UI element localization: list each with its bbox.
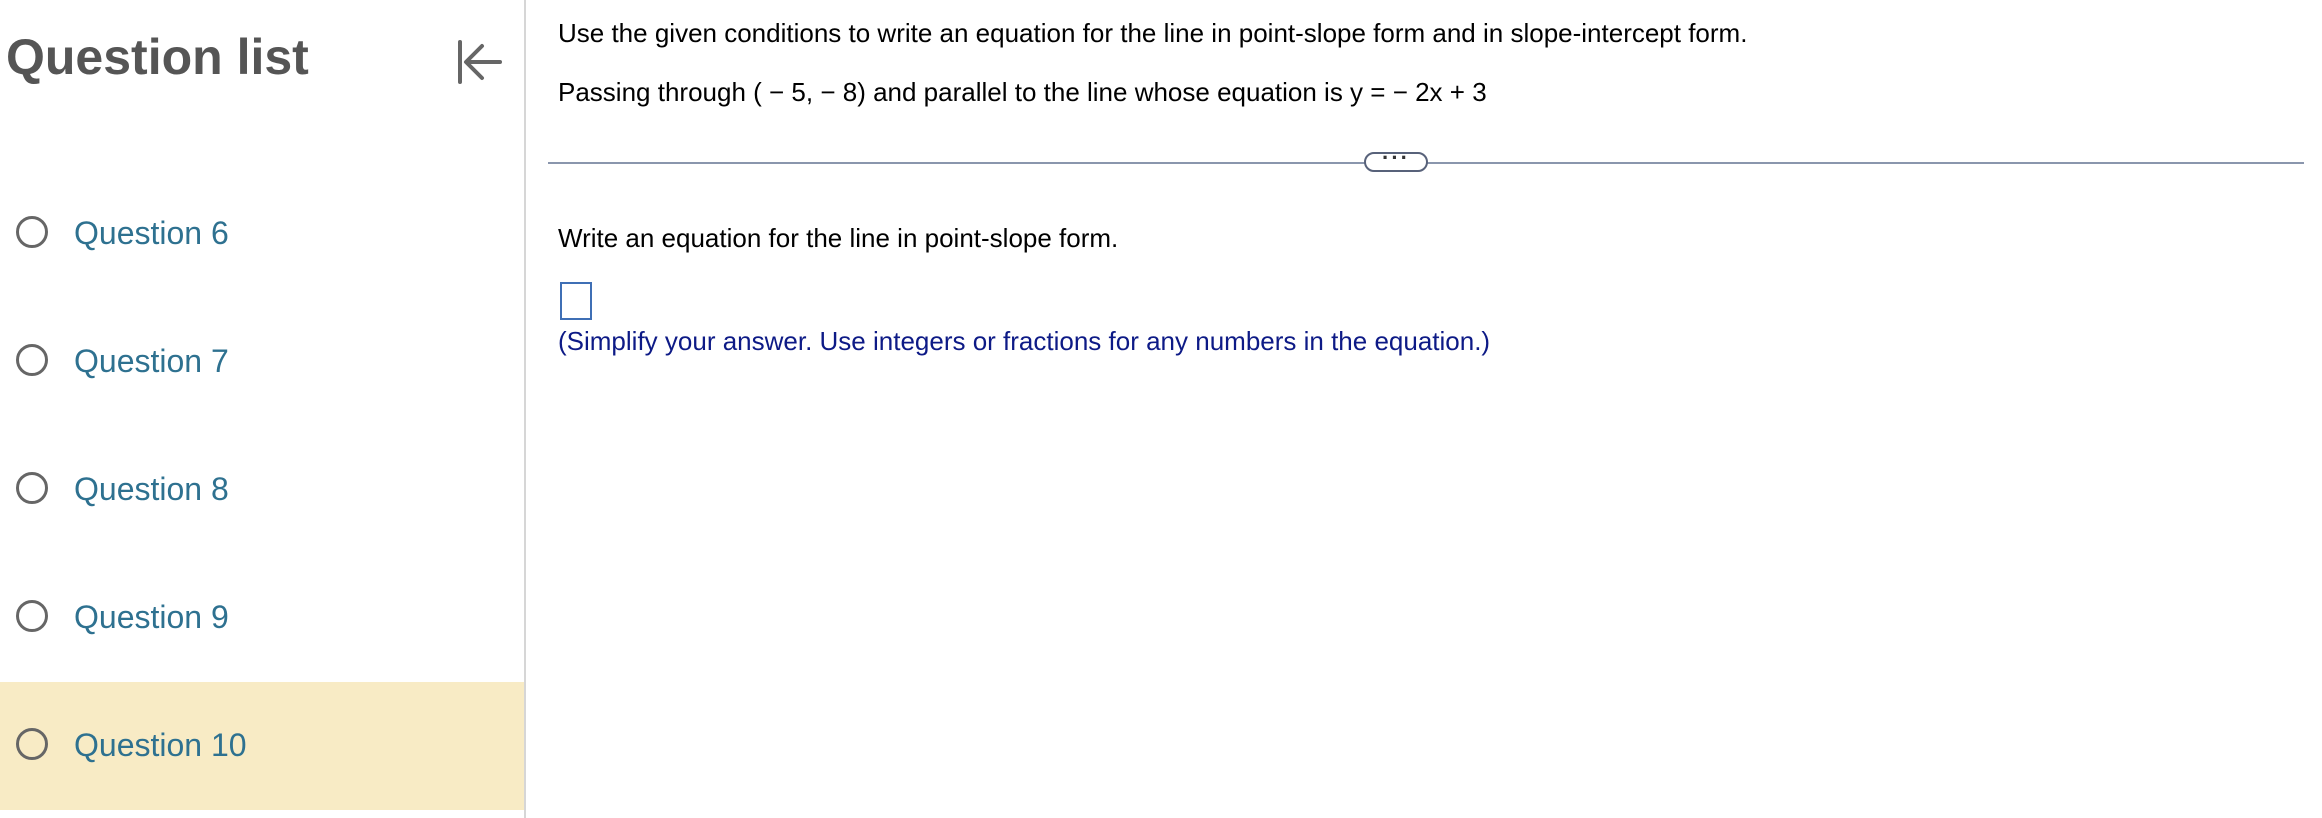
question-list-sidebar xyxy=(0,0,526,818)
answer-input[interactable] xyxy=(560,282,592,320)
question-item-label: Question 6 xyxy=(74,215,229,251)
question-item-10[interactable] xyxy=(0,682,524,810)
sidebar-title: Question list xyxy=(6,29,309,85)
part-prompt: Write an equation for the line in point-slope form. xyxy=(558,223,1119,253)
expand-more-button[interactable] xyxy=(1364,145,1428,172)
question-item-label: Question 9 xyxy=(74,599,229,635)
radio-unselected-icon xyxy=(16,216,48,248)
collapse-sidebar-button[interactable] xyxy=(450,36,506,88)
question-item-8[interactable] xyxy=(0,426,524,554)
radio-unselected-icon xyxy=(16,344,48,376)
question-item-label: Question 8 xyxy=(74,471,229,507)
radio-unselected-icon xyxy=(16,600,48,632)
answer-hint: (Simplify your answer. Use integers or fractions for any numbers in the equation.) xyxy=(558,326,1491,356)
question-instruction: Use the given conditions to write an equation for the line in point-slope form and in slope-intercept form. xyxy=(558,18,1748,48)
more-dots-icon: ··· xyxy=(1382,145,1410,170)
question-condition: Passing through ( − 5, − 8) and parallel to the line whose equation is y = − 2x + 3 xyxy=(558,77,1487,107)
radio-unselected-icon xyxy=(16,472,48,504)
radio-unselected-icon xyxy=(16,728,48,760)
question-panel xyxy=(526,0,2322,818)
question-item-6[interactable] xyxy=(0,170,524,298)
question-item-label: Question 7 xyxy=(74,343,229,379)
question-item-9[interactable] xyxy=(0,554,524,682)
collapse-left-arrow-icon xyxy=(450,36,506,88)
question-item-7[interactable] xyxy=(0,298,524,426)
question-item-label: Question 10 xyxy=(74,727,247,763)
